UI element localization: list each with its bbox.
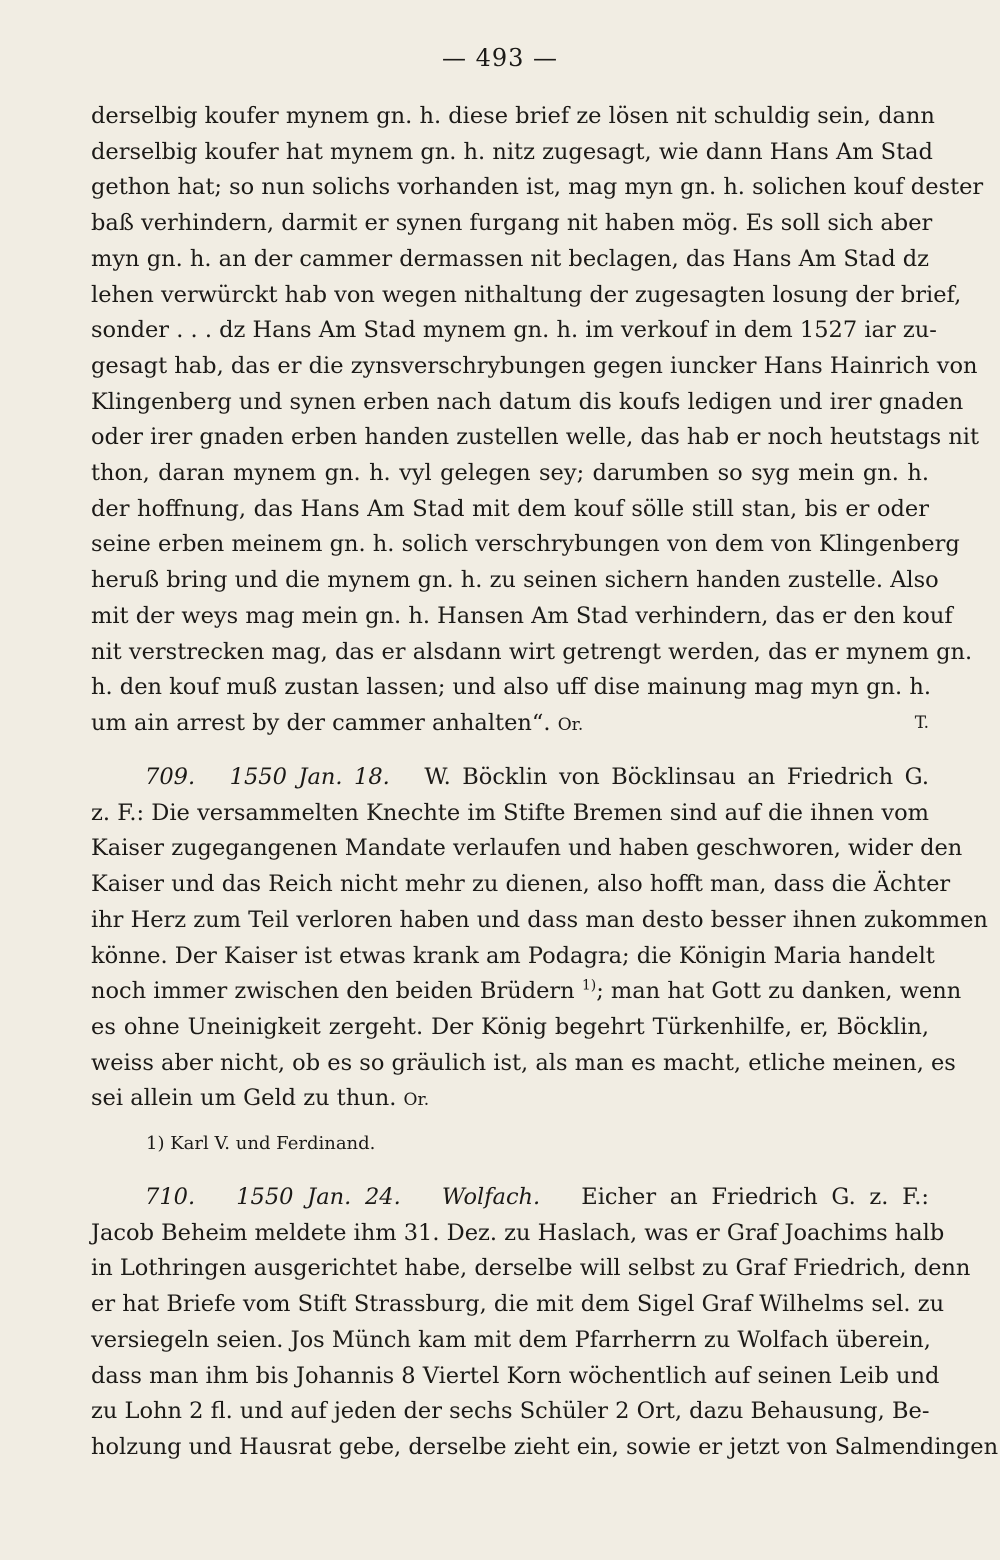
text-line: er hat Briefe vom Stift Strassburg, die mit dem Sigel Graf Wilhelms sel. zu xyxy=(91,1291,945,1318)
letter-710 xyxy=(91,1180,999,1466)
text-segment: ; man hat Gott zu danken, wenn xyxy=(596,978,962,1005)
letter-709 xyxy=(91,760,988,1119)
text-line-with-footnote xyxy=(91,974,962,1010)
text-line: Jacob Beheim meldete ihm 31. Dez. zu Haslach, was er Graf Joachims halb xyxy=(91,1219,945,1246)
text-line: versiegeln seien. Jos Münch kam mit dem Pfarrherrn zu Wolfach überein, xyxy=(91,1326,931,1353)
closing-line xyxy=(91,1081,929,1119)
text-segment: noch immer zwischen den beiden Brüdern xyxy=(91,978,575,1005)
text-line: zu Lohn 2 fl. und auf jeden der sechs Schüler 2 Ort, dazu Behausung, Be- xyxy=(91,1398,930,1425)
text-line: holzung und Hausrat gebe, derselbe zieht ein, sowie er jetzt von Salmendingen xyxy=(91,1433,999,1460)
text-line: lehen verwürckt hab von wegen nithaltung der zugesagten losung der brief, xyxy=(91,281,962,308)
text-line: ihr Herz zum Teil verloren haben und dass man desto besser ihnen zukommen xyxy=(91,906,988,933)
source-mark: Or. xyxy=(557,714,584,735)
page-number: — 493 — xyxy=(441,44,559,72)
text-line: myn gn. h. an der cammer dermassen nit beclagen, das Hans Am Stad dz xyxy=(91,245,930,272)
text-line: mit der weys mag mein gn. h. Hansen Am Stad verhindern, das er den kouf xyxy=(91,602,953,629)
text-line: es ohne Uneinigkeit zergeht. Der König begehrt Türkenhilfe, er, Böcklin, xyxy=(91,1013,929,1040)
footnote: 1) Karl V. und Ferdinand. xyxy=(146,1133,376,1154)
entry-summary-start: Eicher an Friedrich G. z. F.: xyxy=(581,1184,929,1210)
text-line: Klingenberg und synen erben nach datum dis koufs ledigen und irer gnaden xyxy=(91,388,964,415)
closing-text: sei allein um Geld zu thun. xyxy=(91,1085,397,1112)
text-line: nit verstrecken mag, das er alsdann wirt getrengt werden, das er mynem gn. xyxy=(91,638,973,665)
closing-text: um ain arrest by der cammer anhalten“. xyxy=(91,709,551,736)
text-line: thon, daran mynem gn. h. vyl gelegen sey; darumben so syg mein gn. h. xyxy=(91,460,929,487)
text-line: baß verhindern, darmit er synen furgang nit haben mög. Es soll sich aber xyxy=(91,210,933,237)
entry-number: 710. xyxy=(145,1184,196,1210)
entry-date: 1550 Jan. 18. xyxy=(229,764,390,790)
closing-line xyxy=(91,706,929,744)
text-line: oder irer gnaden erben handen zustellen welle, das hab er noch heutstags nit xyxy=(91,424,980,451)
letter-708-continuation xyxy=(91,99,984,744)
text-line: derselbig koufer mynem gn. h. diese brief ze lösen nit schuldig sein, dann xyxy=(91,103,935,129)
text-line: weiss aber nicht, ob es so gräulich ist, als man es macht, etliche meinen, es xyxy=(91,1049,956,1076)
text-line: Kaiser und das Reich nicht mehr zu dienen, also hofft man, dass die Ächter xyxy=(91,871,951,898)
text-line: heruß bring und die mynem gn. h. zu seinen sichern handen zustelle. Also xyxy=(91,567,939,594)
text-line: z. F.: Die versammelten Knechte im Stifte Bremen sind auf die ihnen vom xyxy=(91,799,929,826)
text-line: derselbig koufer hat mynem gn. h. nitz zugesagt, wie dann Hans Am Stad xyxy=(91,138,933,165)
entry-heading-line xyxy=(91,760,929,796)
text-line: dass man ihm bis Johannis 8 Viertel Korn wöchentlich auf seinen Leib und xyxy=(91,1362,940,1389)
text-line: gesagt hab, das er die zynsverschrybungen gegen iuncker Hans Hainrich von xyxy=(91,352,978,379)
text-line: h. den kouf muß zustan lassen; und also uff dise mainung mag myn gn. h. xyxy=(91,674,931,701)
entry-place: Wolfach. xyxy=(441,1184,541,1210)
text-line: in Lothringen ausgerichtet habe, derselbe will selbst zu Graf Friedrich, denn xyxy=(91,1255,971,1282)
entry-number: 709. xyxy=(145,764,196,790)
entry-date: 1550 Jan. 24. xyxy=(236,1184,401,1210)
text-line: der hoffnung, das Hans Am Stad mit dem kouf sölle still stan, bis er oder xyxy=(91,495,929,522)
entry-heading-line xyxy=(91,1180,929,1216)
entry-summary-start: W. Böcklin von Böcklinsau an Friedrich G. xyxy=(424,764,929,790)
footnote-reference: 1) xyxy=(581,977,597,994)
text-line: Kaiser zugegangenen Mandate verlaufen und haben geschworen, wider den xyxy=(91,835,963,862)
text-line: sonder . . . dz Hans Am Stad mynem gn. h. im verkouf in dem 1527 iar zu- xyxy=(91,317,937,344)
text-line: könne. Der Kaiser ist etwas krank am Podagra; die Königin Maria handelt xyxy=(91,942,935,969)
source-mark: Or. xyxy=(403,1090,430,1111)
archive-mark: T. xyxy=(914,712,929,733)
text-line: gethon hat; so nun solichs vorhanden ist, mag myn gn. h. solichen kouf dester xyxy=(91,174,984,201)
text-line: seine erben meinem gn. h. solich verschrybungen von dem von Klingenberg xyxy=(91,531,960,558)
